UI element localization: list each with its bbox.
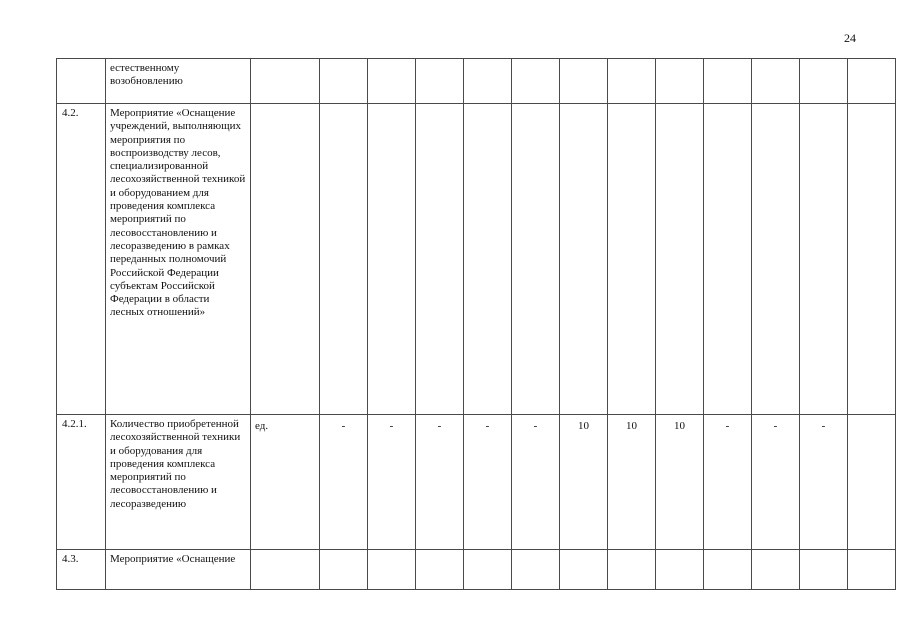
row-name: Количество приобретенной лесохозяйственной техники и оборудования для проведения комплекса мероприятий по лесовосстановлению и лесоразведению	[106, 415, 251, 550]
value-cell	[512, 104, 560, 415]
value-cell	[752, 104, 800, 415]
value-cell	[704, 104, 752, 415]
value-cell	[464, 550, 512, 590]
value-cell	[608, 550, 656, 590]
row-name: естественному возобновлению	[106, 59, 251, 104]
row-unit	[251, 104, 320, 415]
value-cell	[416, 550, 464, 590]
value-cell	[416, 59, 464, 104]
value-cell	[656, 59, 704, 104]
value-cell	[656, 550, 704, 590]
value-cell	[608, 104, 656, 415]
value-cell	[800, 104, 848, 415]
value-cell	[800, 59, 848, 104]
value-cell	[560, 550, 608, 590]
program-indicators-table	[56, 58, 896, 590]
value-cell: 10	[560, 415, 608, 550]
value-cell: -	[368, 415, 416, 550]
table-row	[57, 59, 896, 104]
row-unit: ед.	[251, 415, 320, 550]
value-cell	[848, 550, 896, 590]
row-number: 4.2.	[57, 104, 106, 415]
value-cell	[656, 104, 704, 415]
row-name: Мероприятие «Оснащение учреждений, выполняющих мероприятия по воспроизводству лесов, специализированной лесохозяйственной техникой и оборудованием для проведения комплекса мероприятий по лесовосстановлению и лесоразведению в рамках переданных полномочий Российской Федерации субъектам Российской Федерации в области лесных отношений»	[106, 104, 251, 415]
value-cell	[848, 415, 896, 550]
value-cell	[320, 59, 368, 104]
value-cell: -	[704, 415, 752, 550]
value-cell: -	[320, 415, 368, 550]
value-cell	[704, 550, 752, 590]
value-cell	[560, 104, 608, 415]
value-cell	[416, 104, 464, 415]
page-number: 24	[844, 31, 856, 45]
value-cell	[464, 59, 512, 104]
value-cell	[752, 59, 800, 104]
value-cell: -	[752, 415, 800, 550]
table-row	[57, 550, 896, 590]
value-cell	[368, 59, 416, 104]
value-cell	[560, 59, 608, 104]
value-cell: 10	[656, 415, 704, 550]
value-cell	[848, 104, 896, 415]
table-row	[57, 104, 896, 415]
row-unit	[251, 550, 320, 590]
value-cell	[368, 104, 416, 415]
value-cell	[464, 104, 512, 415]
row-number	[57, 59, 106, 104]
row-unit	[251, 59, 320, 104]
value-cell: -	[512, 415, 560, 550]
value-cell: -	[464, 415, 512, 550]
value-cell	[800, 550, 848, 590]
value-cell	[320, 550, 368, 590]
value-cell	[512, 59, 560, 104]
value-cell	[320, 104, 368, 415]
row-number: 4.2.1.	[57, 415, 106, 550]
value-cell	[368, 550, 416, 590]
value-cell	[512, 550, 560, 590]
value-cell: -	[416, 415, 464, 550]
value-cell: -	[800, 415, 848, 550]
row-name: Мероприятие «Оснащение	[106, 550, 251, 590]
value-cell	[752, 550, 800, 590]
value-cell	[848, 59, 896, 104]
table-row	[57, 415, 896, 550]
row-number: 4.3.	[57, 550, 106, 590]
value-cell: 10	[608, 415, 656, 550]
value-cell	[704, 59, 752, 104]
value-cell	[608, 59, 656, 104]
